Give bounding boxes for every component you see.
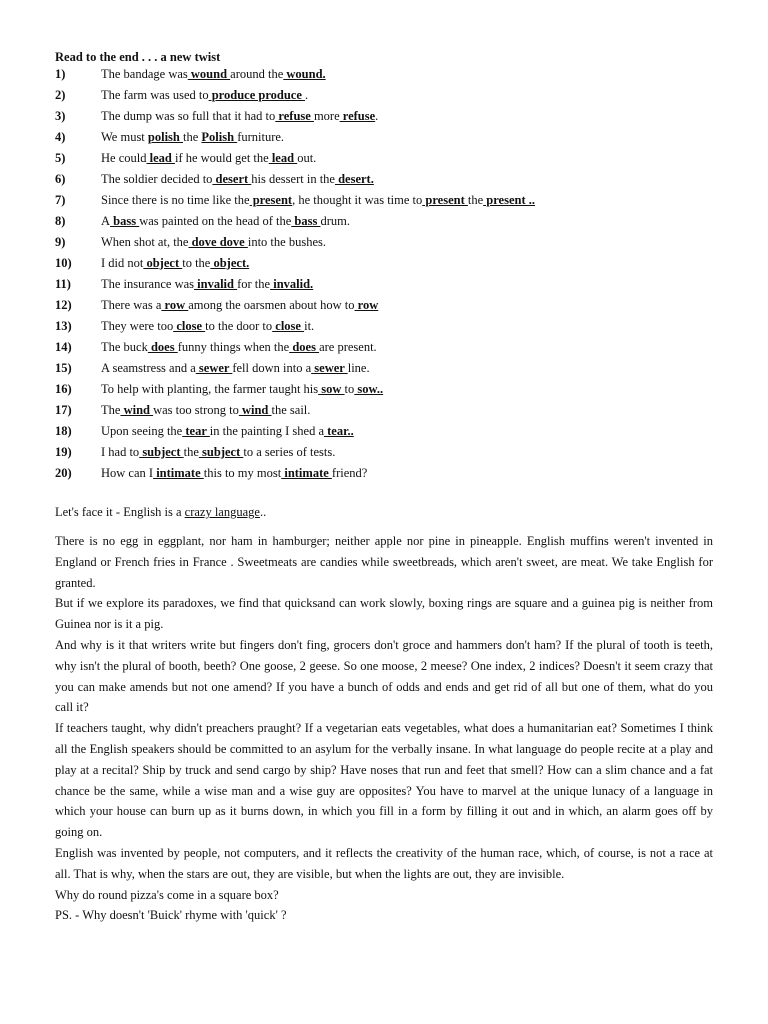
homograph-word: wind: [238, 403, 272, 417]
sentence-text: friend?: [331, 466, 368, 480]
homograph-word: object: [143, 256, 183, 270]
sentence-text: the: [467, 193, 484, 207]
paragraph: Why do round pizza's come in a square box?: [55, 887, 279, 902]
homograph-word: bass: [291, 214, 321, 228]
homograph-word: bass: [110, 214, 140, 228]
item-number: 15): [55, 361, 72, 375]
list-item: [55, 463, 735, 484]
homograph-word: produce produce: [208, 88, 306, 102]
item-number: 1): [55, 67, 66, 81]
sentence-text: fell down into a: [232, 361, 312, 375]
list-item: [55, 442, 735, 463]
list-item: [55, 127, 735, 148]
item-number: 8): [55, 214, 66, 228]
sentence-text: was painted on the head of the: [139, 214, 292, 228]
paragraph: English was invented by people, not computers, and it reflects the creativity of the human race, which, of course, is not a race at all. That is why, when the stars are out, they are visible, but when the lights are out, they are invisible.: [55, 845, 713, 881]
list-item: [55, 253, 735, 274]
item-number: 20): [55, 466, 72, 480]
sentence-text: He could: [101, 151, 147, 165]
sentence-text: .: [305, 88, 309, 102]
item-number: 11): [55, 277, 71, 291]
homograph-word: tear: [182, 424, 210, 438]
sentence-text: The dump was so full that it had to: [101, 109, 276, 123]
homograph-word: desert: [212, 172, 252, 186]
homograph-word: wind: [120, 403, 154, 417]
homograph-word: does: [147, 340, 178, 354]
essay-body: [55, 531, 713, 926]
sentence-text: furniture.: [237, 130, 285, 144]
sentence-text: The farm was used to: [101, 88, 209, 102]
item-number: 7): [55, 193, 66, 207]
homograph-word: tear..: [324, 424, 354, 438]
homograph-word: sewer: [311, 361, 348, 375]
sentence-text: The insurance was: [101, 277, 195, 291]
list-item: [55, 232, 735, 253]
item-number: 2): [55, 88, 66, 102]
sentence-text: line.: [347, 361, 370, 375]
list-item: [55, 85, 735, 106]
homograph-word: polish: [147, 130, 183, 144]
sentence-text: are present.: [319, 340, 377, 354]
item-number: 4): [55, 130, 66, 144]
list-item: [55, 148, 735, 169]
item-number: 13): [55, 319, 72, 333]
list-item: [55, 379, 735, 400]
sentence-text: When shot at, the: [101, 235, 189, 249]
sentence-text: to the door to: [205, 319, 273, 333]
sentence-text: I had to: [101, 445, 140, 459]
sentence-text: to a series of tests.: [243, 445, 336, 459]
homograph-word: dove dove: [188, 235, 248, 249]
homograph-word: wound: [187, 67, 231, 81]
sentence-text: funny things when the: [177, 340, 290, 354]
homograph-word: present: [249, 193, 293, 207]
homograph-word: present ..: [483, 193, 536, 207]
sentence-text: I did not: [101, 256, 144, 270]
list-item: [55, 211, 735, 232]
sentence-text: into the bushes.: [247, 235, 326, 249]
crazy-language-link[interactable]: crazy language: [184, 505, 260, 519]
sentence-text: this to my most: [203, 466, 282, 480]
sentence-text: We must: [101, 130, 148, 144]
list-item: [55, 358, 735, 379]
item-number: 12): [55, 298, 72, 312]
sentence-text: if he would get the: [174, 151, 269, 165]
paragraph: There is no egg in eggplant, nor ham in hamburger; neither apple nor pine in pineapple. English muffins weren't invented in England or French fries in France . Sweetmeats are candies while sweetbreads, which aren't sweet, are meat. We take English for granted.: [55, 534, 713, 590]
sentence-text: Upon seeing the: [101, 424, 183, 438]
sentence-text: The buck: [101, 340, 148, 354]
homograph-word: refuse: [339, 109, 376, 123]
homograph-word: close: [173, 319, 206, 333]
item-number: 5): [55, 151, 66, 165]
homograph-word: sewer: [195, 361, 233, 375]
homograph-word: object.: [210, 256, 250, 270]
item-number: 10): [55, 256, 72, 270]
intro-end: ..: [259, 505, 267, 519]
sentence-text: , he thought it was time to: [292, 193, 423, 207]
sentence-text: to: [344, 382, 355, 396]
intro-text: Let's face it - English is a: [55, 505, 185, 519]
sentence-text: A seamstress and a: [101, 361, 196, 375]
paragraph: If teachers taught, why didn't preachers praught? If a vegetarian eats vegetables, what does a humanitarian eat? Sometimes I think all the English speakers should be committed to an asylum for the verbally insane. In what language do people recite at a play and play at a recital? Ship by truck and send cargo by ship? Have noses that run and feet that smell? How can a slim chance and a fat chance be the same, while a wise man and a wise guy are opposites? You have to marvel at the unique lunacy of a language in which your house can burn up as it burns down, in which you fill in a form by filling it out and in which, an alarm goes off by going on.: [55, 721, 713, 840]
sentence-text: There was a: [101, 298, 162, 312]
sentence-text: The soldier decided to: [101, 172, 213, 186]
item-number: 6): [55, 172, 66, 186]
list-item: [55, 64, 735, 85]
list-item: [55, 400, 735, 421]
homograph-word: row: [354, 298, 379, 312]
sentence-text: How can I: [101, 466, 154, 480]
item-number: 17): [55, 403, 72, 417]
sentence-text: around the: [230, 67, 284, 81]
sentence-list: [55, 64, 735, 484]
sentence-text: was too strong to: [153, 403, 239, 417]
item-number: 16): [55, 382, 72, 396]
sentence-text: his dessert in the: [251, 172, 335, 186]
sentence-text: out.: [297, 151, 317, 165]
item-number: 9): [55, 235, 66, 249]
list-item: [55, 190, 735, 211]
homograph-word: intimate: [281, 466, 332, 480]
item-number: 14): [55, 340, 72, 354]
item-number: 18): [55, 424, 72, 438]
sentence-text: in the painting I shed a: [209, 424, 324, 438]
list-item: [55, 316, 735, 337]
sentence-text: it.: [304, 319, 315, 333]
homograph-word: subject: [139, 445, 184, 459]
homograph-word: refuse: [275, 109, 314, 123]
homograph-word: wound.: [283, 67, 326, 81]
list-item: [55, 106, 735, 127]
homograph-word: sow: [318, 382, 345, 396]
sentence-text: drum.: [320, 214, 350, 228]
sentence-text: Since there is no time like the: [101, 193, 250, 207]
sentence-text: more: [313, 109, 340, 123]
homograph-word: lead: [268, 151, 298, 165]
paragraph: PS. - Why doesn't 'Buick' rhyme with 'quick' ?: [55, 908, 287, 923]
sentence-text: among the oarsmen about how to: [188, 298, 355, 312]
list-item: [55, 274, 735, 295]
sentence-text: the: [183, 445, 199, 459]
homograph-word: close: [272, 319, 305, 333]
list-item: [55, 169, 735, 190]
paragraph: But if we explore its paradoxes, we find that quicksand can work slowly, boxing rings are square and a guinea pig is neither from Guinea nor is it a pig.: [55, 596, 713, 632]
homograph-word: intimate: [153, 466, 204, 480]
homograph-word: does: [289, 340, 320, 354]
homograph-word: invalid.: [270, 277, 314, 291]
list-item: [55, 295, 735, 316]
sentence-text: the: [183, 130, 202, 144]
page-title: Read to the end . . . a new twist: [55, 50, 221, 64]
homograph-word: sow..: [354, 382, 384, 396]
homograph-word: lead: [146, 151, 175, 165]
sentence-text: They were too: [101, 319, 174, 333]
sentence-text: The: [101, 403, 121, 417]
homograph-word: present: [422, 193, 468, 207]
homograph-word: desert.: [334, 172, 374, 186]
homograph-word: subject: [198, 445, 244, 459]
intro-line: [55, 502, 266, 522]
sentence-text: A: [101, 214, 111, 228]
sentence-text: To help with planting, the farmer taught his: [101, 382, 319, 396]
homograph-word: row: [161, 298, 189, 312]
sentence-text: the sail.: [271, 403, 311, 417]
sentence-text: .: [375, 109, 379, 123]
paragraph: And why is it that writers write but fingers don't fing, grocers don't groce and hammers don't ham? If the plural of tooth is teeth, why isn't the plural of booth, beeth? One goose, 2 geese. So one moose, 2 meese? One index, 2 indices? Doesn't it seem crazy that you can make amends but not one amend? If you have a bunch of odds and ends and get rid of all but one of them, what do you call it?: [55, 637, 713, 715]
list-item: [55, 337, 735, 358]
homograph-word: Polish: [201, 130, 238, 144]
sentence-text: to the: [182, 256, 211, 270]
list-item: [55, 421, 735, 442]
sentence-text: for the: [237, 277, 271, 291]
item-number: 3): [55, 109, 66, 123]
item-number: 19): [55, 445, 72, 459]
homograph-word: invalid: [194, 277, 238, 291]
sentence-text: The bandage was: [101, 67, 188, 81]
